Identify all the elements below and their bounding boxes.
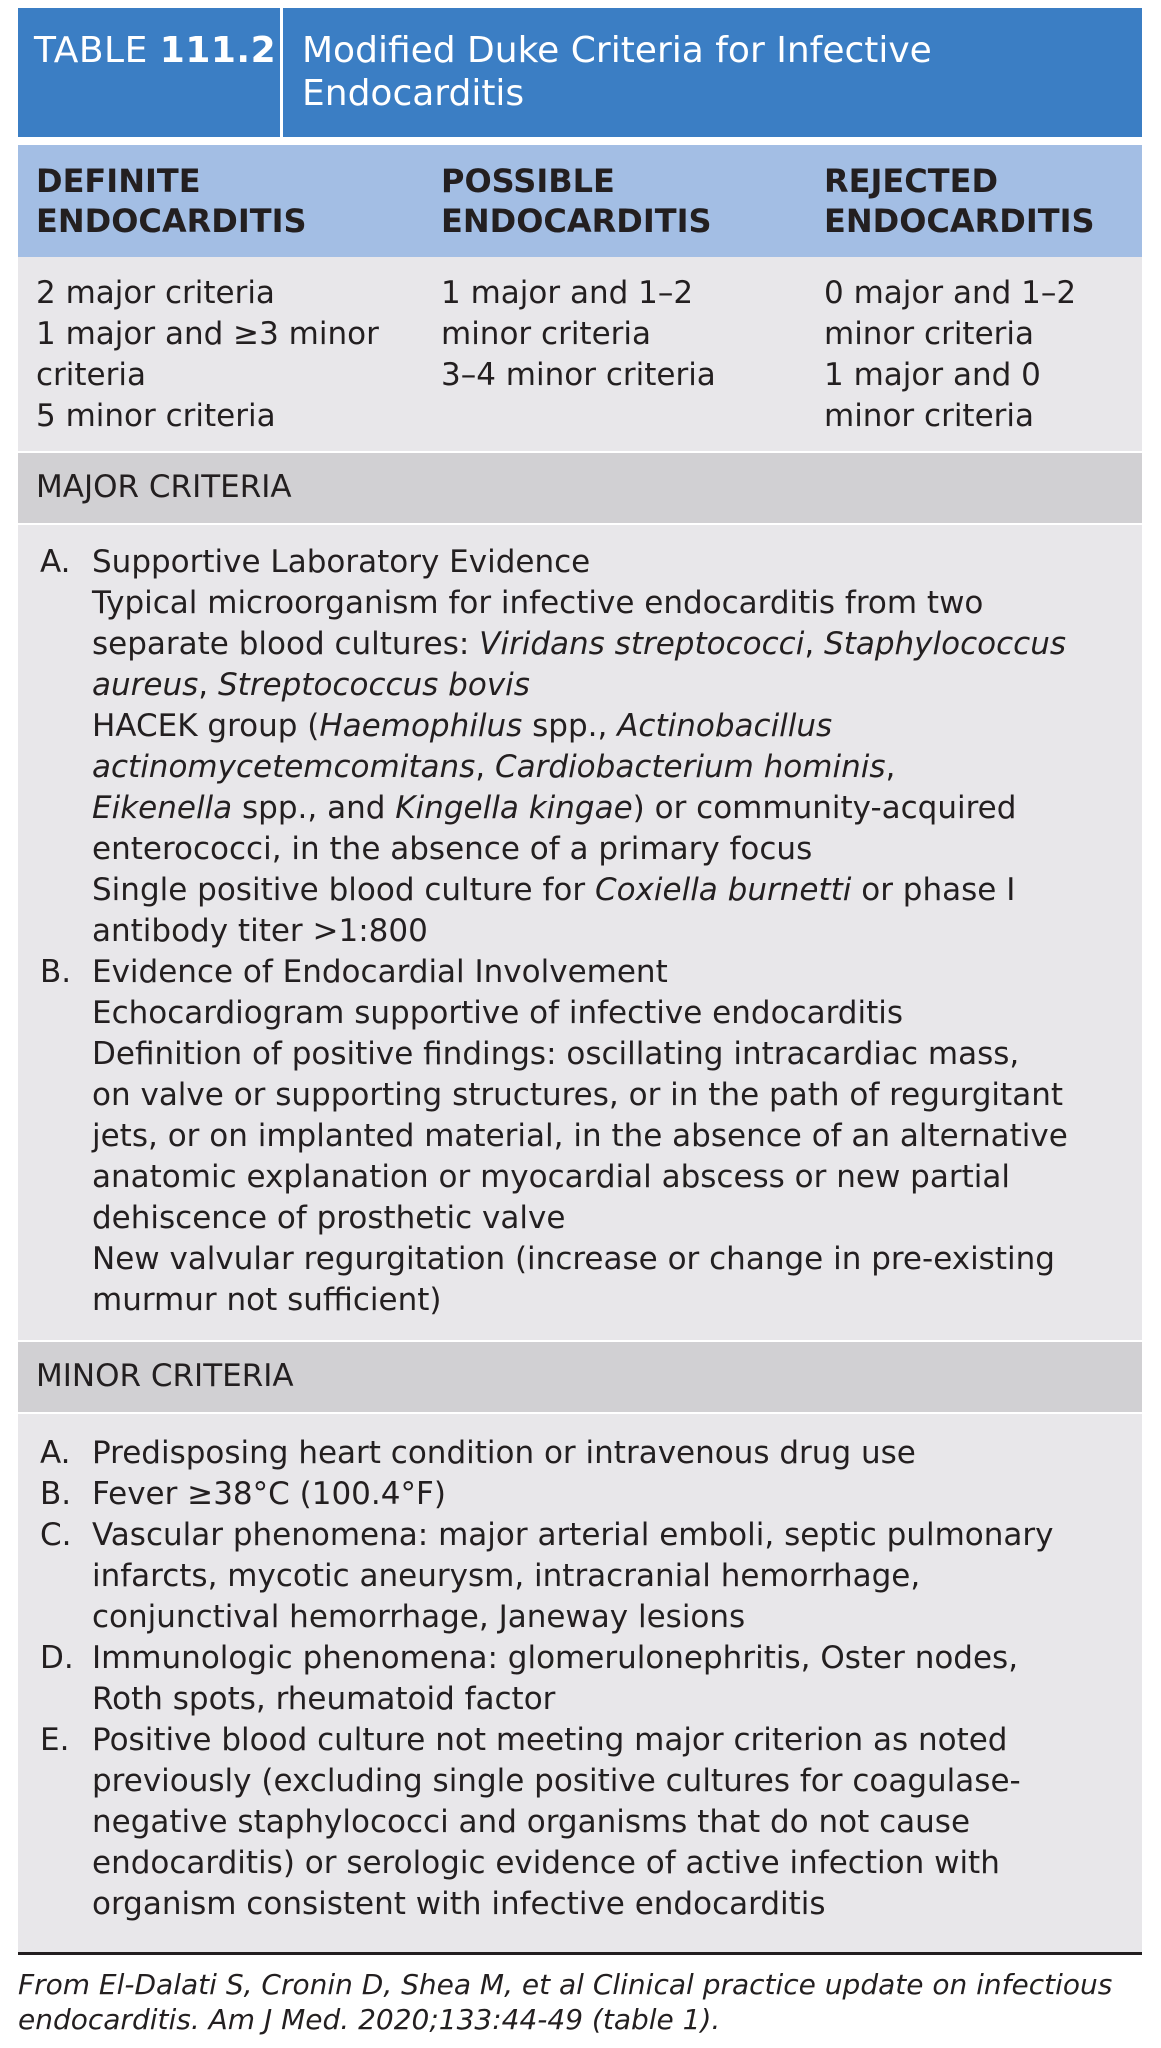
item-line: organism consistent with infective endocarditis — [92, 1886, 826, 1922]
column-header-rejected — [806, 145, 1142, 257]
item-letter: A. — [40, 1435, 71, 1471]
major-item-a — [18, 542, 1142, 952]
table-title-line: Endocarditis — [302, 73, 525, 114]
header-line: POSSIBLE — [441, 162, 615, 200]
minor-item-a — [18, 1433, 1142, 1474]
table-title — [283, 8, 1142, 137]
minor-item-e — [18, 1720, 1142, 1925]
item-line: on valve or supporting structures, or in the path of regurgitant — [92, 1077, 1063, 1113]
item-line: Echocardiogram supportive of infective endocarditis — [92, 995, 903, 1031]
cell-line: criteria — [36, 357, 146, 393]
item-line: separate blood cultures: Viridans streptococci, Staphylococcus — [92, 626, 1067, 662]
item-letter: C. — [40, 1517, 72, 1553]
item-line: Evidence of Endocardial Involvement — [92, 954, 668, 990]
item-letter: B. — [40, 1476, 72, 1512]
definite-criteria — [18, 257, 423, 451]
cell-line: 1 major and 1–2 — [441, 275, 694, 311]
item-line: endocarditis) or serologic evidence of active infection with — [92, 1845, 1000, 1881]
item-line: Supportive Laboratory Evidence — [92, 544, 591, 580]
item-line: actinomycetemcomitans, Cardiobacterium hominis, — [92, 749, 896, 785]
item-line: aureus, Streptococcus bovis — [92, 667, 530, 703]
table-title-bar — [18, 8, 1142, 137]
item-line: antibody titer >1:800 — [92, 913, 428, 949]
item-line: Positive blood culture not meeting major criterion as noted — [92, 1722, 1008, 1758]
cell-line: 0 major and 1–2 — [824, 275, 1077, 311]
item-letter: D. — [40, 1640, 74, 1676]
item-line: Immunologic phenomena: glomerulonephritis, Oster nodes, — [92, 1640, 1019, 1676]
major-item-b — [18, 952, 1142, 1321]
footnote-line: endocarditis. Am J Med. 2020;133:44-49 (table 1). — [18, 2003, 721, 2036]
minor-item-c — [18, 1515, 1142, 1638]
cell-line: 1 major and ≥3 minor — [36, 316, 379, 352]
header-line: REJECTED — [824, 162, 998, 200]
minor-criteria-heading: MINOR CRITERIA — [18, 1342, 1142, 1414]
cell-line: 3–4 minor criteria — [441, 357, 716, 393]
item-line: Definition of positive findings: oscillating intracardiac mass, — [92, 1036, 1020, 1072]
item-line: Roth spots, rheumatoid factor — [92, 1681, 556, 1717]
header-line: DEFINITE — [36, 162, 201, 200]
column-header-definite — [18, 145, 423, 257]
column-header-row — [18, 145, 1142, 257]
item-line: Predisposing heart condition or intravenous drug use — [92, 1435, 916, 1471]
item-line: murmur not sufficient) — [92, 1282, 442, 1318]
item-letter: E. — [40, 1722, 70, 1758]
cell-line: minor criteria — [824, 398, 1035, 434]
item-line: jets, or on implanted material, in the absence of an alternative — [92, 1118, 1068, 1154]
item-line: Eikenella spp., and Kingella kingae) or community-acquired — [92, 790, 1017, 826]
item-line: previously (excluding single positive cultures for coagulase- — [92, 1763, 1021, 1799]
item-letter: A. — [40, 544, 71, 580]
item-line: Fever ≥38°C (100.4°F) — [92, 1476, 446, 1512]
item-line: anatomic explanation or myocardial abscess or new partial — [92, 1159, 1010, 1195]
item-line: infarcts, mycotic aneurysm, intracranial hemorrhage, — [92, 1558, 921, 1594]
table-number-prefix: TABLE — [34, 30, 148, 71]
cell-line: minor criteria — [824, 316, 1035, 352]
item-line: Single positive blood culture for Coxiella burnetti or phase I — [92, 872, 1016, 908]
source-footnote — [18, 1955, 1142, 2037]
item-line: Vascular phenomena: major arterial emboli, septic pulmonary — [92, 1517, 1054, 1553]
item-line: Typical microorganism for infective endocarditis from two — [92, 585, 984, 621]
cell-line: 5 minor criteria — [36, 398, 276, 434]
item-letter: B. — [40, 954, 72, 990]
item-line: New valvular regurgitation (increase or change in pre-existing — [92, 1241, 1055, 1277]
minor-item-b — [18, 1474, 1142, 1515]
major-criteria-list — [18, 525, 1142, 1342]
header-line: ENDOCARDITIS — [824, 202, 1095, 240]
cell-line: 1 major and 0 — [824, 357, 1041, 393]
cell-line: 2 major criteria — [36, 275, 275, 311]
table-number — [18, 8, 283, 137]
item-line: conjunctival hemorrhage, Janeway lesions — [92, 1599, 746, 1635]
item-line: enterococci, in the absence of a primary focus — [92, 831, 813, 867]
column-body-row — [18, 257, 1142, 453]
criteria-table — [18, 8, 1142, 2037]
item-line: dehiscence of prosthetic valve — [92, 1200, 566, 1236]
cell-line: minor criteria — [441, 316, 652, 352]
footnote-line: From El-Dalati S, Cronin D, Shea M, et al Clinical practice update on infectious — [18, 1968, 1113, 2001]
item-line: negative staphylococci and organisms that do not cause — [92, 1804, 971, 1840]
table-title-line: Modified Duke Criteria for Infective — [302, 30, 932, 71]
table-number-value: 111.2 — [159, 30, 277, 71]
minor-item-d — [18, 1638, 1142, 1720]
minor-criteria-list — [18, 1414, 1142, 1952]
column-header-possible — [423, 145, 806, 257]
major-criteria-heading: MAJOR CRITERIA — [18, 453, 1142, 525]
header-line: ENDOCARDITIS — [441, 202, 712, 240]
rejected-criteria — [806, 257, 1142, 451]
possible-criteria — [423, 257, 806, 451]
header-line: ENDOCARDITIS — [36, 202, 307, 240]
item-line: HACEK group (Haemophilus spp., Actinobacillus — [92, 708, 833, 744]
